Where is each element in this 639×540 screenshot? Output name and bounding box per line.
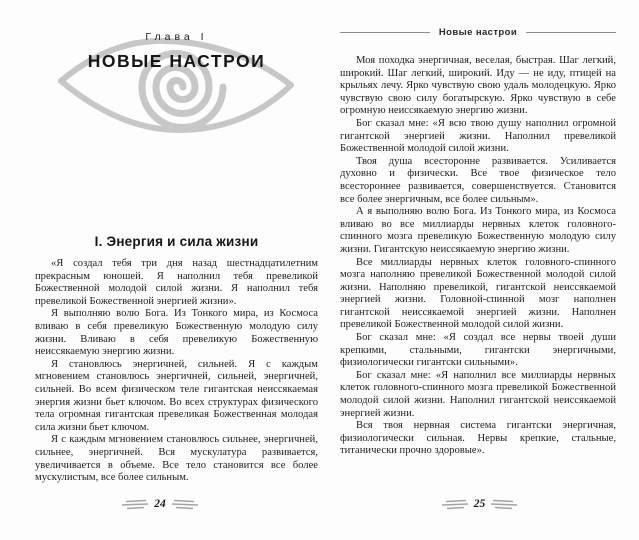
paragraph: Бог сказал мне: «Я наполнил все миллиарды нервных клеток головного-спинного мозга превеликой Божественной молодой силой жизни. Наполнил гигантской неиссякаемой энергией жизни. [340,369,616,419]
running-head [340,27,616,38]
paragraph: Я выполняю волю Бога. Из Тонкого мира, из Космоса вливаю в себя превеликую Божественную молодую силу жизни. Вливаю в себя превеликую Божественную неиссякаемую энергию жизни. [35,308,318,358]
paragraph: Я с каждым мгновением становлюсь сильнее, энергичней, сильнее, энергичней. Вся мускулатура развивается, увеличивается в объеме. Все тело становится все более мускулистым, все более сильным. [35,434,318,484]
running-head-rule-left [340,32,430,33]
left-page-body [35,258,318,485]
running-head-rule-right [526,32,616,33]
paragraph: Твоя душа всесторонне развивается. Усиливается духовно и физически. Все твое физическое тело всестороннее развивается, совершенствуется. Становится все более энергичным, все более сильным». [340,155,616,205]
running-head-title: Новые настрои [438,27,518,38]
left-page-footer [0,498,320,510]
chapter-header [35,25,318,143]
page-number: 24 [154,498,166,510]
paragraph: Моя походка энергичная, веселая, быстрая. Шаг легкий, широкий. Шаг легкий, широкий. Иду — не иду, птицей на крыльях лечу. Ярко чувствую свою удаль молодецкую. Ярко чувствую свою силу богатырскую. Ярко чувствую в себе огромную неиссякаемую энергию жизни. [340,55,616,117]
paragraph: Бог сказал мне: «Я создал все нервы твоей души крепкими, стальными, гигантски энергичными, физиологически гигантски сильными». [340,332,616,369]
right-page-footer [320,498,639,510]
paragraph: Вся твоя нервная система гигантски энергичная, физиологически сильная. Нервы крепкие, стальные, титанически прочно здоровые». [340,420,616,457]
flourish-icon [442,499,468,510]
section-heading: I. Энергия и сила жизни [94,234,259,249]
paragraph: Бог сказал мне: «Я всю твою душу наполнил огромной гигантской энергией жизни. Наполнил превеликой Божественной молодой силой жизни. [340,117,616,155]
flourish-icon [122,499,148,510]
flourish-icon [172,499,198,510]
paragraph: «Я создал тебя три дня назад шестнадцатилетним прекрасным юношей. Я наполнил тебя превеликой Божественной молодой силой жизни. Я наполнил тебя превеликой Божественной энергией жизни». [35,258,318,307]
eye-spiral-illustration [51,33,301,137]
right-page-body [340,55,616,458]
page-number: 25 [473,498,486,510]
right-page [320,0,639,540]
paragraph: Все миллиарды нервных клеток головного-спинного мозга наполняю превеликой Божественной молодой силой жизни. Наполняю превеликой, гигантской неиссякаемой энергией жизни. Головной-спинной мозг наполнен гигантской неиссякаемой энергией жизни. Наполнен превеликой Божественной молодой силой жизни. [340,256,616,331]
paragraph: Я становлюсь энергичней, сильней. Я с каждым мгновением становлюсь энергичней, сильней, энергичней, сильней. Во всем физическом теле гигантская неиссякаемая энергия жизни бьет ключом. Во всех структурах физического тела огромная гигантская превеликая Божественная молодая сила жизни бьет ключом. [35,358,318,433]
chapter-label: Глава I [145,31,208,43]
chapter-title: НОВЫЕ НАСТРОИ [87,51,266,71]
paragraph: А я выполняю волю Бога. Из Тонкого мира, из Космоса вливаю во все миллиарды нервных клеток головного-спинного мозга превеликую Божественную молодую силу жизни. Гигантскую неиссякаемую энергию жизни. [340,206,616,255]
flourish-icon [491,499,517,510]
